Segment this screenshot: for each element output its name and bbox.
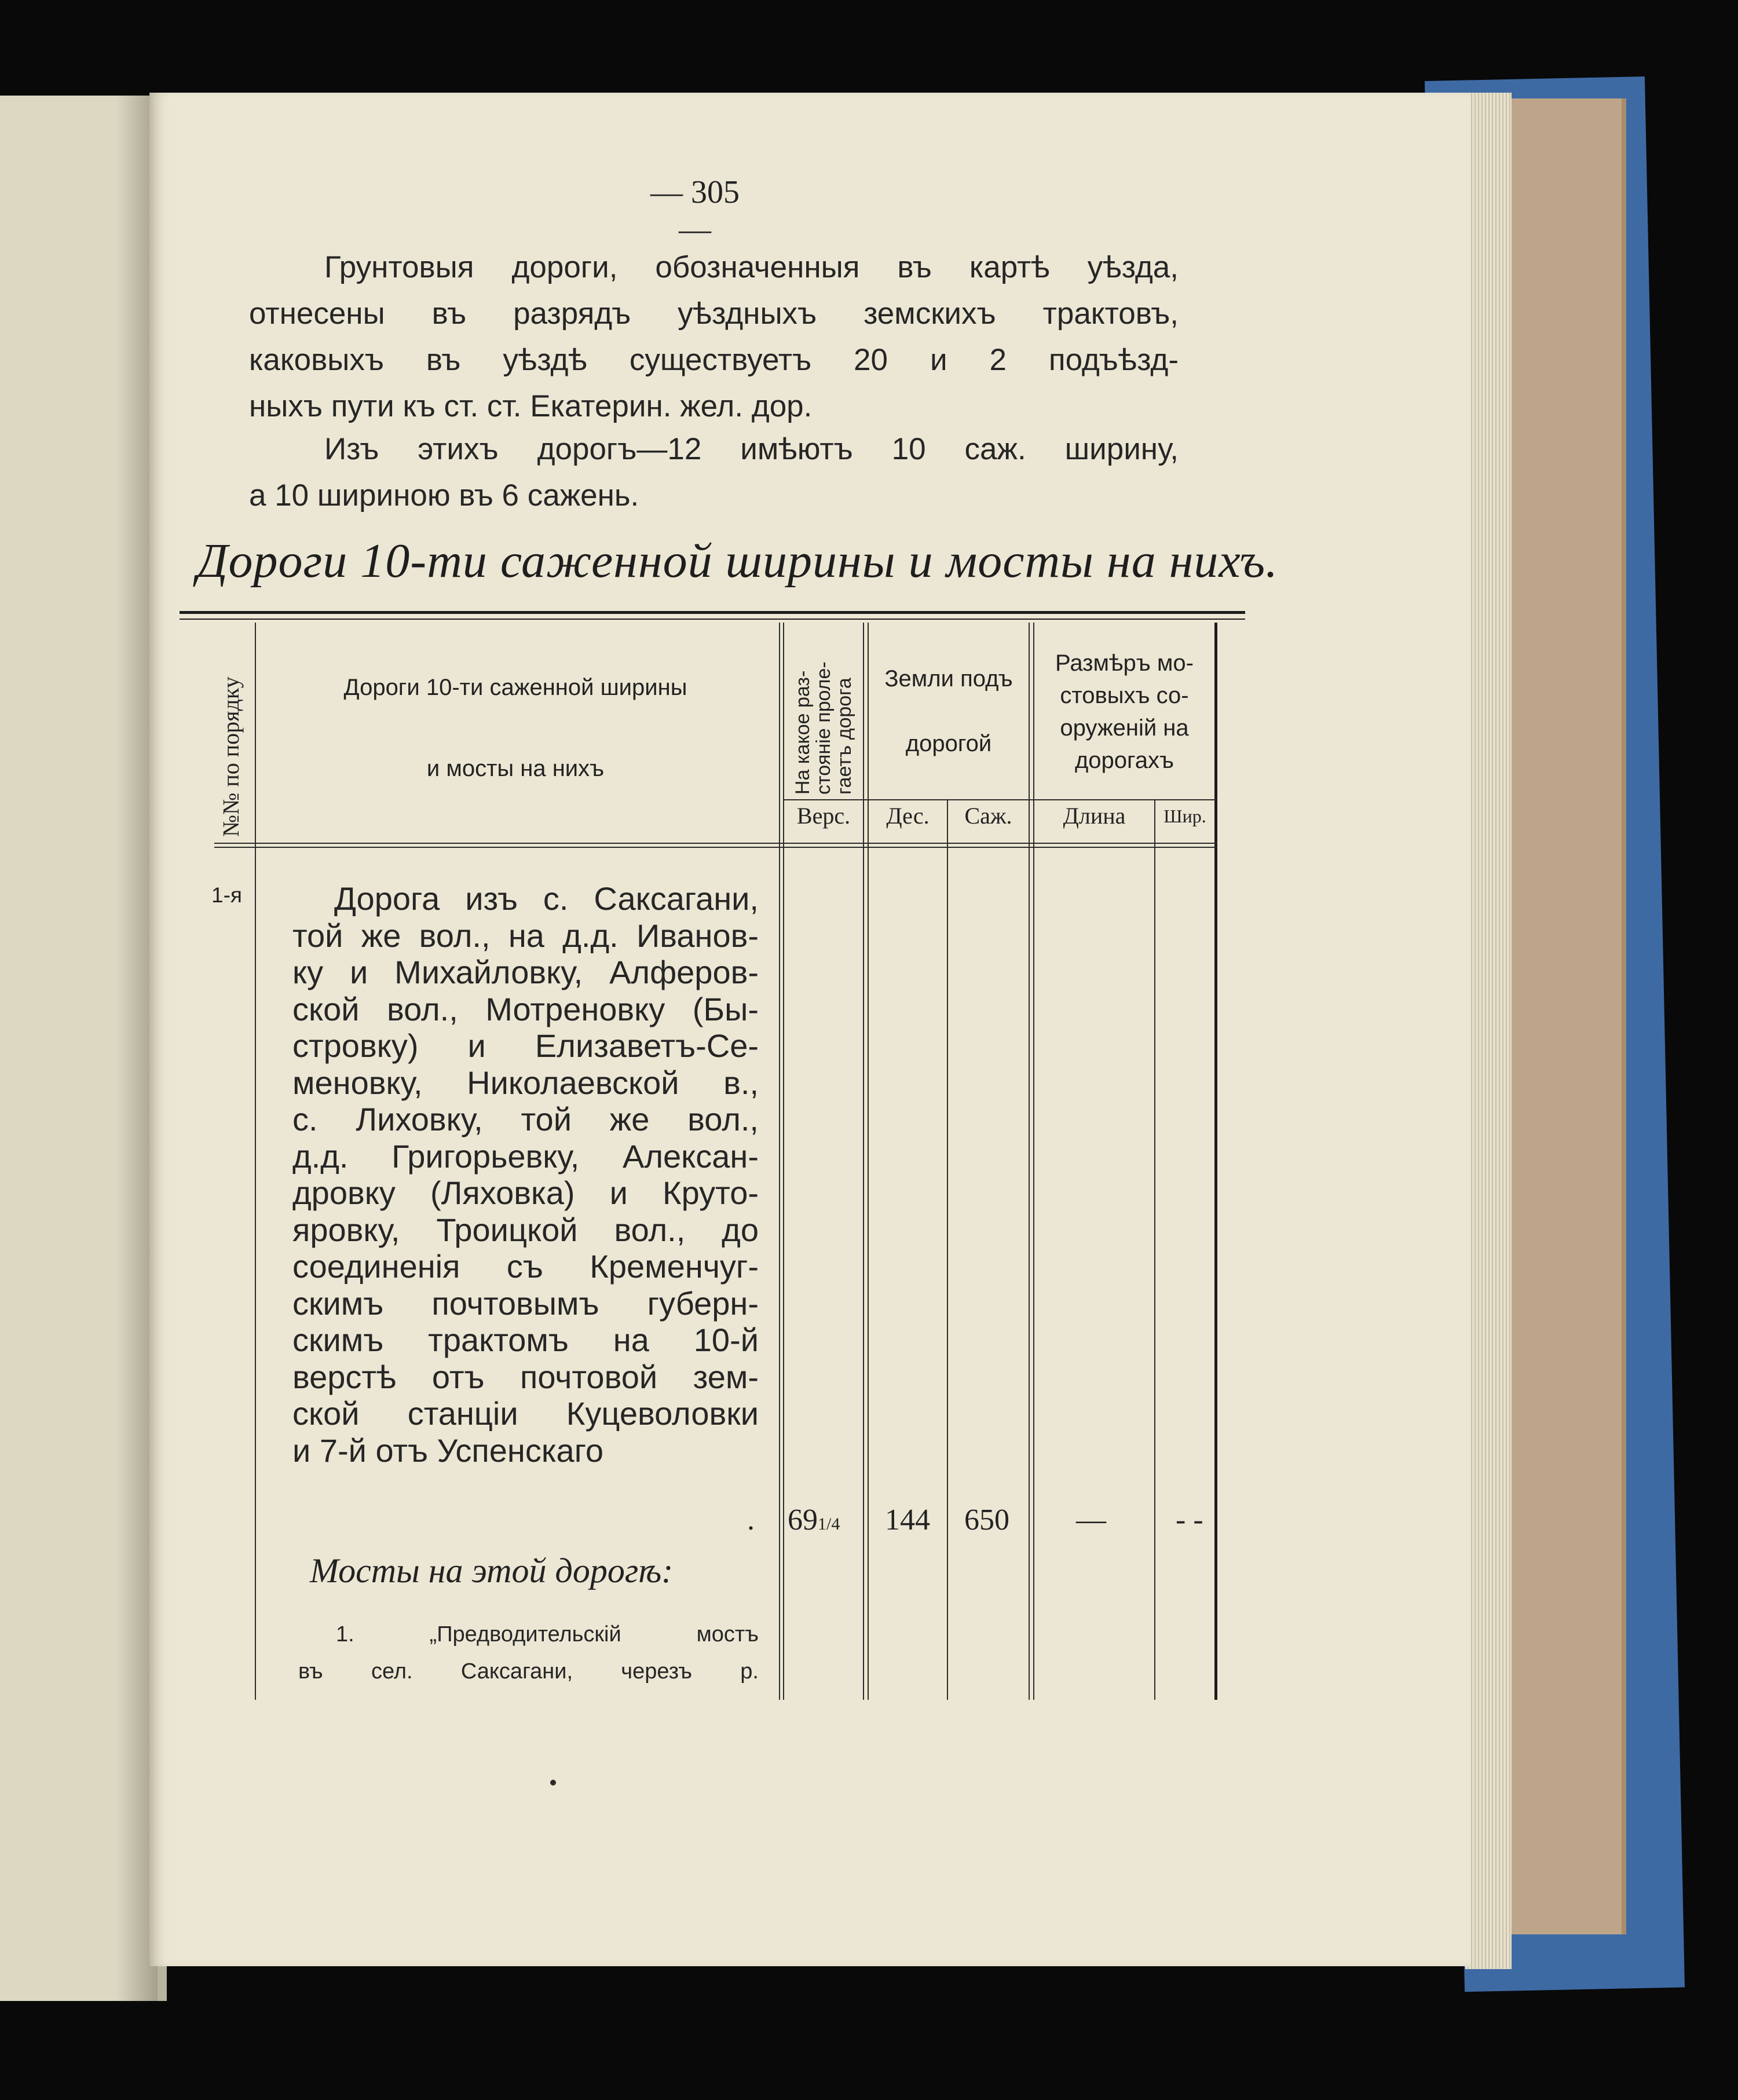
text-line: ской станціи Куцеволовки: [292, 1395, 759, 1432]
text-line: дровку (Ляховка) и Круто-: [292, 1175, 759, 1211]
table-right-border: [1214, 623, 1217, 1700]
column-divider: [1154, 799, 1155, 1700]
text-line: въ сел. Саксагани, черезъ р.: [298, 1659, 759, 1684]
text-line: Изъ этихъ дорогъ—12 имѣютъ 10 саж. ширину,: [324, 432, 1179, 466]
text-line: д.д. Григорьевку, Алексан-: [292, 1137, 759, 1175]
text-line: ской вол., Мотреновку (Бы-: [292, 990, 759, 1027]
column-divider: [1029, 623, 1030, 1700]
unit-sazhen: Саж.: [964, 803, 1012, 829]
text-line: яровку, Троицкой вол., до: [292, 1211, 759, 1248]
order-number-header: №№ по порядку: [218, 676, 244, 837]
text-line: ныхъ пути къ ст. ст. Екатерин. жел. дор.: [249, 389, 813, 423]
text-line: скимъ почтовымъ губерн-: [292, 1285, 759, 1322]
header-subdivider: [783, 799, 1217, 800]
column-divider: [255, 623, 256, 1700]
text-line: скимъ трактомъ на 10-й: [292, 1322, 759, 1358]
text-line: соединенія съ Кременчуг-: [292, 1248, 759, 1285]
column-divider: [783, 623, 784, 1700]
text-line: меновку, Николаевской в.,: [292, 1064, 759, 1101]
header-line: оруженій на: [1060, 715, 1189, 741]
header-line: гаетъ дорога: [833, 678, 855, 795]
desyatina-value: 144: [885, 1503, 930, 1536]
distance-value: [788, 1503, 840, 1537]
structure-size-header: [1034, 647, 1214, 777]
page-edges: [1465, 93, 1512, 1969]
road-description: [292, 880, 759, 1469]
text-line: с. Лиховку, той же вол.,: [292, 1101, 759, 1137]
header-bottom-rule: [214, 843, 1217, 844]
section-heading: Дороги 10-ти саженной ширины и мосты на нихъ.: [197, 534, 1279, 588]
header-line: дорогахъ: [1074, 748, 1174, 773]
text-line: ку и Михайловку, Алферов-: [292, 954, 759, 990]
column-divider: [947, 799, 948, 1700]
text-line: а 10 шириною въ 6 сажень.: [249, 478, 639, 513]
distance-fraction: 1/4: [818, 1514, 840, 1534]
distance-header: [792, 661, 855, 795]
unit-length: Длина: [1063, 803, 1126, 829]
header-line: стовыхъ со-: [1060, 683, 1189, 708]
header-line: На какое раз-: [792, 670, 814, 795]
column-divider: [1033, 623, 1034, 1700]
width-paragraph: [249, 426, 1179, 519]
table-top-rule-thin: [180, 619, 1245, 620]
text-line: и 7-й отъ Успенскаго: [292, 1432, 604, 1469]
text-line: той же вол., на д.д. Иванов-: [292, 917, 759, 954]
header-line: стояніе проле-: [813, 661, 835, 795]
sazhen-value: 650: [964, 1503, 1009, 1536]
unit-desyatina: Дес.: [886, 803, 930, 829]
header-bottom-rule: [214, 847, 1217, 848]
land-header-sub: дорогой: [905, 731, 992, 756]
row-trailing-dot: .: [747, 1503, 755, 1536]
column-divider: [779, 623, 780, 1700]
text-line: стровку) и Елизаветъ-Се-: [292, 1027, 759, 1064]
column-divider: [863, 623, 864, 1700]
row-number: 1-я: [211, 883, 242, 907]
text-line: верстѣ отъ почтовой зем-: [292, 1358, 759, 1395]
road-column-header-sub: и мосты на нихъ: [426, 756, 605, 781]
column-divider: [868, 623, 869, 1700]
text-line: Дорога изъ с. Саксагани,: [334, 880, 759, 917]
header-line: Размѣръ мо-: [1055, 650, 1194, 676]
text-line: отнесены въ разрядъ уѣздныхъ земскихъ трактовъ,: [249, 297, 1179, 331]
text-line: каковыхъ въ уѣздѣ существуетъ 20 и 2 подъѣзд-: [249, 343, 1179, 377]
road-column-header: Дороги 10-ти саженной ширины: [343, 675, 687, 700]
width-value: - -: [1176, 1503, 1203, 1536]
page-number: — 305 —: [650, 174, 740, 247]
length-value: —: [1076, 1503, 1106, 1536]
intro-paragraph: [249, 244, 1179, 430]
ink-dot: [550, 1780, 556, 1786]
text-line: Грунтовыя дороги, обозначенныя въ картѣ уѣзда,: [324, 250, 1179, 284]
bridge-entry: [298, 1616, 759, 1690]
bridges-heading: Мосты на этой дорогѣ:: [310, 1552, 674, 1590]
table-top-rule: [180, 611, 1245, 614]
land-header: Земли подъ: [884, 666, 1013, 692]
text-line: 1. „Предводительскій мостъ: [336, 1622, 759, 1647]
unit-verst: Верс.: [796, 803, 851, 829]
distance-whole: 69: [788, 1503, 818, 1536]
unit-width: Шир.: [1163, 806, 1206, 826]
